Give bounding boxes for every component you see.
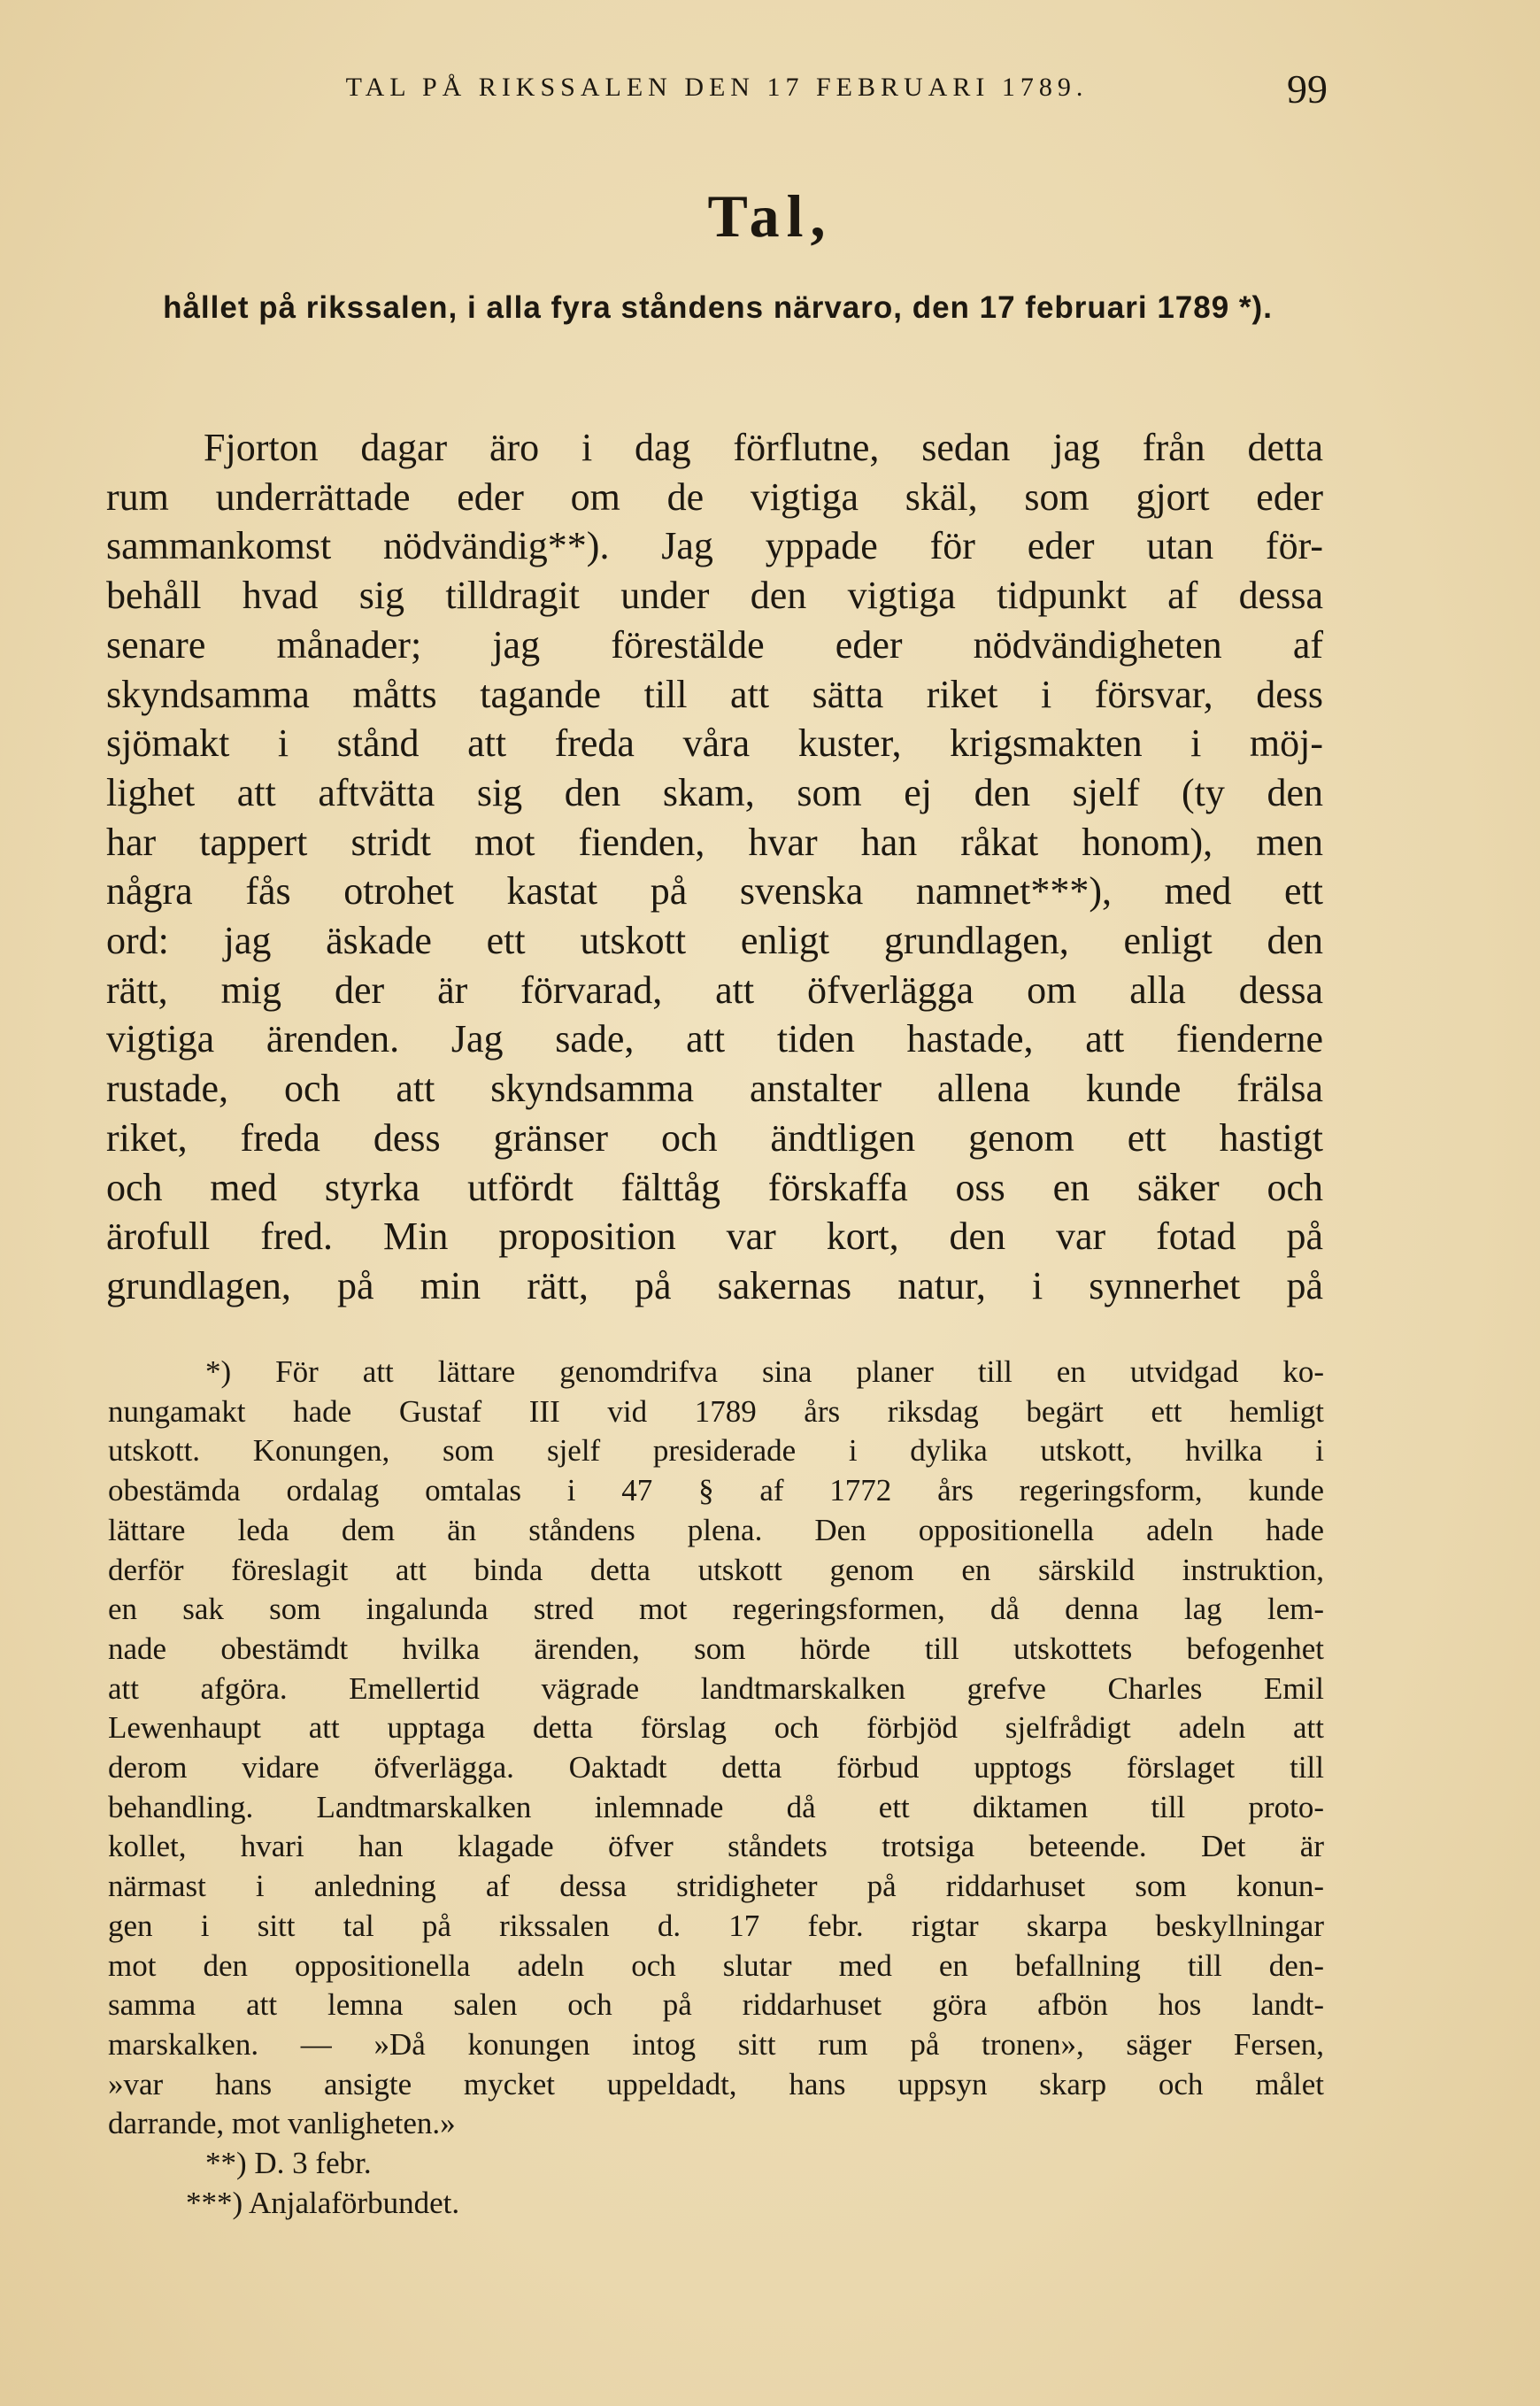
body-line: sjömakt i stånd att freda våra kuster, krigsmakten i möj- <box>106 721 1323 766</box>
footnote-line: en sak som ingalunda stred mot regeringsformen, då denna lag lem- <box>108 1592 1324 1627</box>
speech-body <box>106 423 1323 1311</box>
body-line: grundlagen, på min rätt, på sakernas natur, i synnerhet på <box>106 1263 1323 1307</box>
body-line: Fjorton dagar äro i dag förflutne, sedan jag från detta <box>204 426 1323 469</box>
speech-subtitle: hållet på rikssalen, i alla fyra ståndens närvaro, den 17 februari 1789 *). <box>163 290 1273 325</box>
body-line: och med styrka utfördt fälttåg förskaffa oss en säker och <box>106 1165 1323 1209</box>
body-line: ord: jag äskade ett utskott enligt grundlagen, enligt den <box>106 919 1323 963</box>
footnote-line: nungamakt hade Gustaf III vid 1789 års riksdag begärt ett hemligt <box>108 1393 1324 1429</box>
footnote-line: nade obestämdt hvilka ärenden, som hörde till utskottets befogenhet <box>108 1631 1324 1666</box>
speech-title: Tal, <box>707 182 833 250</box>
body-line: rum underrättade eder om de vigtiga skäl, som gjort eder <box>106 474 1323 519</box>
running-title: TAL PÅ RIKSSALEN DEN 17 FEBRUARI 1789. <box>345 73 1089 102</box>
footnote-line: »var hans ansigte mycket uppeldadt, hans uppsyn skarp och målet <box>108 2066 1324 2101</box>
body-line: ärofull fred. Min proposition var kort, den var fotad på <box>106 1215 1323 1259</box>
body-line: behåll hvad sig tilldragit under den vigtiga tidpunkt af dessa <box>106 574 1323 618</box>
page-number: 99 <box>1287 66 1328 112</box>
footnote-line: att afgöra. Emellertid vägrade landtmarskalken grefve Charles Emil <box>108 1670 1324 1706</box>
footnote-line: mot den oppositionella adeln och slutar med en befallning till den- <box>108 1947 1324 1983</box>
body-line: rustade, och att skyndsamma anstalter allena kunde frälsa <box>106 1067 1323 1111</box>
body-line: vigtiga ärenden. Jag sade, att tiden hastade, att fienderne <box>106 1017 1323 1061</box>
footnote-line: obestämda ordalag omtalas i 47 § af 1772 års regeringsform, kunde <box>108 1473 1324 1508</box>
running-head <box>106 66 1328 119</box>
body-line: lighet att aftvätta sig den skam, som ej den sjelf (ty den <box>106 770 1323 814</box>
footnote-line: *) För att lättare genomdrifva sina planer till en utvidgad ko- <box>205 1354 1324 1389</box>
footnote-line: darrande, mot vanligheten.» <box>108 2106 456 2141</box>
footnote-line: Lewenhaupt att upptaga detta förslag och förbjöd sjelfrådigt adeln att <box>108 1710 1324 1746</box>
body-line: riket, freda dess gränser och ändtligen genom ett hastigt <box>106 1115 1323 1160</box>
footnote-line: utskott. Konungen, som sjelf presiderade i dylika utskott, hvilka i <box>108 1433 1324 1469</box>
footnote-3: ***) Anjalaförbundet. <box>186 2185 460 2220</box>
footnote-line: derför föreslagit att binda detta utskott genom en särskild instruktion, <box>108 1552 1324 1587</box>
body-line: har tappert stridt mot fienden, hvar han råkat honom), men <box>106 820 1323 864</box>
footnote-line: lättare leda dem än ståndens plena. Den oppositionella adeln hade <box>108 1512 1324 1547</box>
footnote-line: kollet, hvari han klagade öfver ståndets trotsiga beteende. Det är <box>108 1829 1324 1864</box>
footnote-line: derom vidare öfverlägga. Oaktadt detta förbud upptogs förslaget till <box>108 1750 1324 1785</box>
body-line: rätt, mig der är förvarad, att öfverlägga om alla dessa <box>106 968 1323 1012</box>
body-line: skyndsamma måtts tagande till att sätta riket i försvar, dess <box>106 672 1323 716</box>
footnote-line: marskalken. — »Då konungen intog sitt rum på tronen», säger Fersen, <box>108 2026 1324 2062</box>
footnotes <box>108 1353 1324 2223</box>
footnote-line: gen i sitt tal på rikssalen d. 17 febr. rigtar skarpa beskyllningar <box>108 1908 1324 1943</box>
footnote-2: **) D. 3 febr. <box>205 2146 372 2181</box>
footnote-line: närmast i anledning af dessa stridigheter på riddarhuset som konun- <box>108 1869 1324 1904</box>
body-line: sammankomst nödvändig**). Jag yppade för eder utan för- <box>106 524 1323 568</box>
body-line: senare månader; jag förestälde eder nödvändigheten af <box>106 622 1323 667</box>
footnote-line: behandling. Landtmarskalken inlemnade då ett diktamen till proto- <box>108 1789 1324 1824</box>
footnote-line: samma att lemna salen och på riddarhuset göra afbön hos landt- <box>108 1987 1324 2023</box>
body-line: några fås otrohet kastat på svenska namnet***), med ett <box>106 869 1323 914</box>
